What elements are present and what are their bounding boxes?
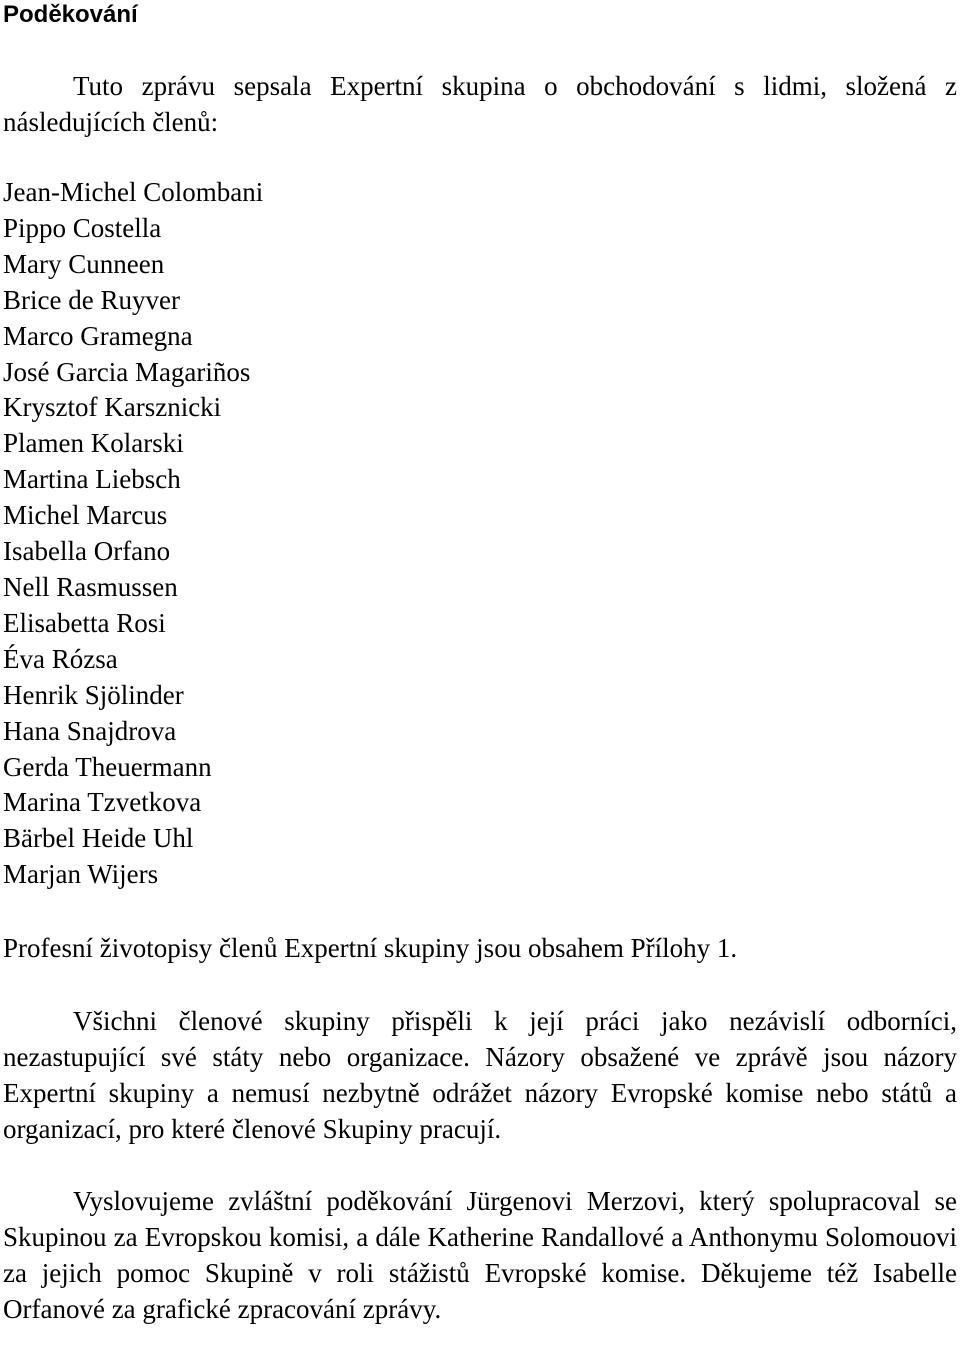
page-title: Poděkování [3, 1, 138, 28]
member-name: Marco Gramegna [3, 320, 193, 351]
member-name: Plamen Kolarski [3, 428, 184, 459]
member-name: Brice de Ruyver [3, 284, 180, 315]
member-name: Isabella Orfano [3, 536, 171, 567]
member-name: Pippo Costella [3, 212, 162, 243]
member-name: Krysztof Karsznicki [3, 392, 222, 423]
member-name: Gerda Theuermann [3, 751, 212, 782]
member-name: Marina Tzvetkova [3, 787, 202, 818]
intro-paragraph: Tuto zprávu sepsala Expertní skupina o obchodování s lidmi, složená z následujících členů: [3, 71, 957, 137]
member-name: Marjan Wijers [3, 859, 159, 890]
member-name: Elisabetta Rosi [3, 607, 166, 638]
member-name: Martina Liebsch [3, 464, 181, 495]
member-name: Henrik Sjölinder [3, 679, 184, 710]
cv-note: Profesní životopisy členů Expertní skupiny jsou obsahem Přílohy 1. [3, 933, 738, 963]
member-name: Bärbel Heide Uhl [3, 823, 194, 854]
member-name: José Garcia Magariños [3, 356, 251, 387]
thanks-paragraph: Vyslovujeme zvláštní poděkování Jürgenovi Merzovi, který spolupracoval se Skupinou za Evropskou komisi, a dále Katherine Randallové a Anthonymu Solomouovi za jejich pomoc Skupině v roli stážistů Evropské komise. Děkujeme též Isabelle Orfanové za grafické zpracování zprávy. [3, 1186, 957, 1324]
member-name: Éva Rózsa [3, 643, 118, 674]
member-list [3, 175, 263, 893]
member-name: Nell Rasmussen [3, 571, 178, 602]
disclaimer-paragraph: Všichni členové skupiny přispěli k její práci jako nezávislí odborníci, nezastupující své státy nebo organizace. Názory obsažené ve zprávě jsou názory Expertní skupiny a nemusí nezbytně odrážet názory Evropské komise nebo států a organizací, pro které členové Skupiny pracují. [3, 1006, 957, 1144]
member-name: Jean-Michel Colombani [3, 177, 264, 207]
member-name: Hana Snajdrova [3, 715, 177, 746]
member-name: Mary Cunneen [3, 248, 165, 279]
member-name: Michel Marcus [3, 500, 168, 531]
